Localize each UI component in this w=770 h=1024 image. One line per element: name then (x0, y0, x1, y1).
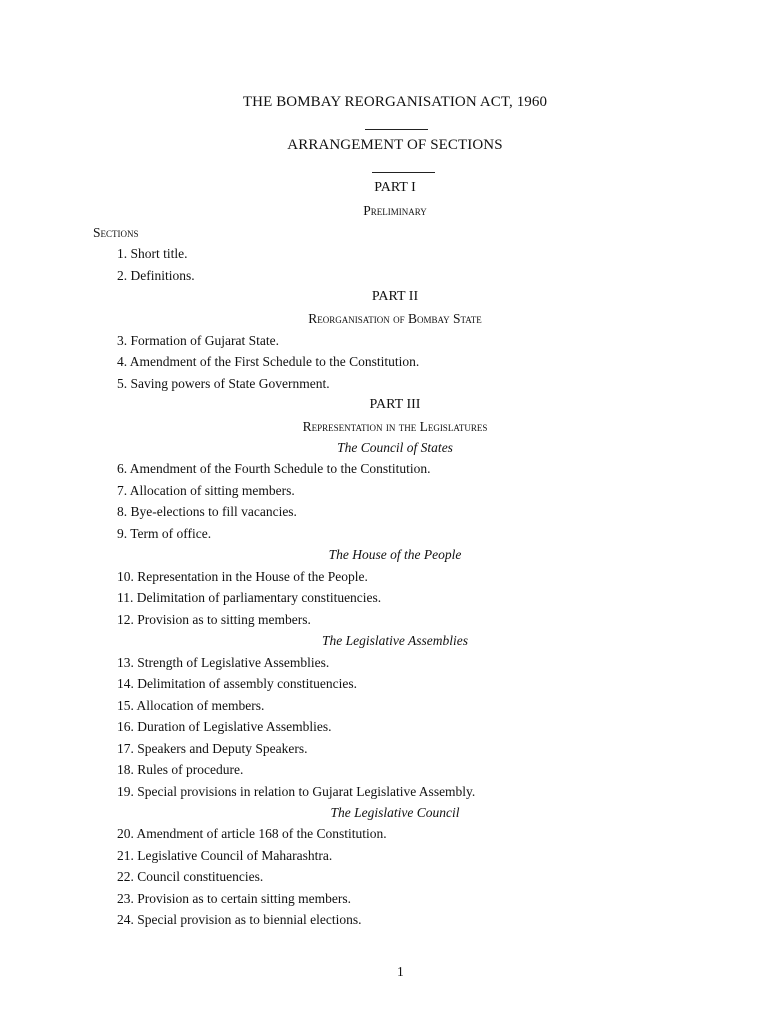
toc-entry: 19. Special provisions in relation to Gujarat Legislative Assembly. (117, 784, 476, 799)
part-3-name: Representation in the Legislatures (302, 419, 488, 434)
document-title: THE BOMBAY REORGANISATION ACT, 1960 (242, 94, 548, 110)
legislative-council-heading: The Legislative Council (330, 805, 460, 820)
toc-entry: 6. Amendment of the Fourth Schedule to the Constitution. (117, 461, 431, 476)
toc-entry: 17. Speakers and Deputy Speakers. (117, 741, 308, 756)
toc-entry: 5. Saving powers of State Government. (117, 376, 330, 391)
toc-entry: 10. Representation in the House of the People. (117, 569, 368, 584)
toc-entry: 2. Definitions. (117, 268, 195, 283)
toc-entry: 4. Amendment of the First Schedule to the Constitution. (117, 354, 420, 369)
part-1-name: Preliminary (363, 203, 427, 218)
part-3-heading: PART III (369, 397, 421, 412)
toc-entry: 9. Term of office. (117, 526, 212, 541)
toc-entry: 7. Allocation of sitting members. (117, 483, 295, 498)
toc-entry: 1. Short title. (117, 246, 188, 261)
part-2-name: Reorganisation of Bombay State (308, 311, 482, 326)
toc-entry: 20. Amendment of article 168 of the Constitution. (117, 826, 387, 841)
council-of-states-heading: The Council of States (337, 440, 453, 455)
part-1-heading: PART I (374, 180, 416, 195)
toc-entry: 16. Duration of Legislative Assemblies. (117, 719, 332, 734)
toc-entry: 8. Bye-elections to fill vacancies. (117, 504, 297, 519)
toc-entry: 23. Provision as to certain sitting members. (117, 891, 351, 906)
page-number: 1 (397, 964, 404, 979)
toc-entry: 11. Delimitation of parliamentary constituencies. (117, 590, 382, 605)
arrangement-heading: ARRANGEMENT OF SECTIONS (287, 137, 503, 153)
toc-entry: 21. Legislative Council of Maharashtra. (117, 848, 333, 863)
toc-entry: 15. Allocation of members. (117, 698, 265, 713)
toc-entry: 22. Council constituencies. (117, 869, 264, 884)
sections-label: Sections (93, 225, 139, 240)
toc-entry: 14. Delimitation of assembly constituencies. (117, 676, 357, 691)
legislative-assemblies-heading: The Legislative Assemblies (322, 633, 468, 648)
toc-entry: 24. Special provision as to biennial elections. (117, 912, 362, 927)
toc-entry: 3. Formation of Gujarat State. (117, 333, 279, 348)
toc-entry: 12. Provision as to sitting members. (117, 612, 311, 627)
toc-entry: 13. Strength of Legislative Assemblies. (117, 655, 330, 670)
part-2-heading: PART II (371, 289, 419, 304)
house-of-people-heading: The House of the People (328, 547, 462, 562)
toc-entry: 18. Rules of procedure. (117, 762, 244, 777)
